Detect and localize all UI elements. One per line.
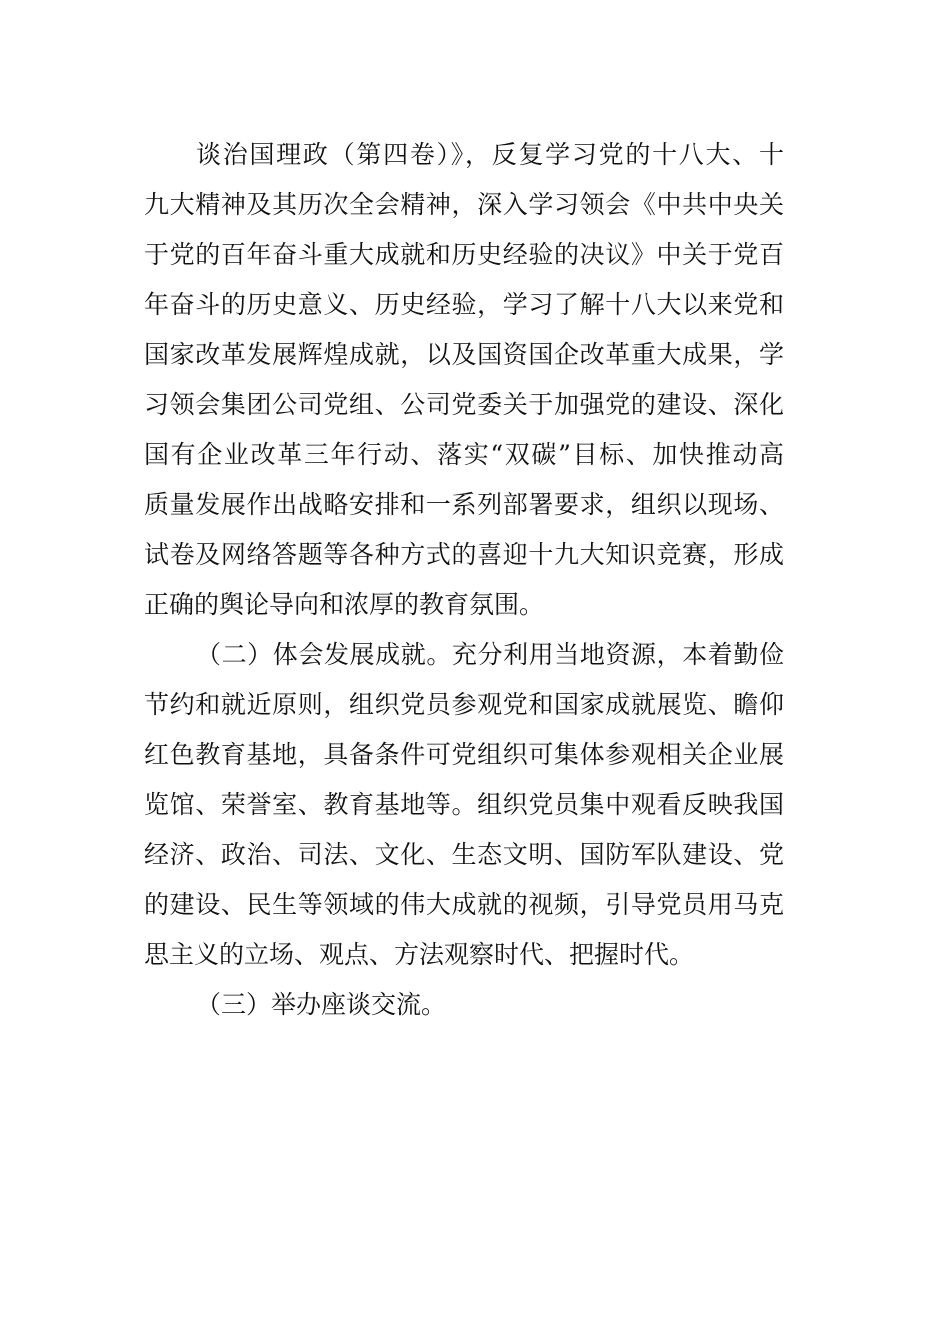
- paragraph-study-content: [144, 130, 784, 630]
- paragraph-line: 红色教育基地，具备条件可党组织可集体参观相关企业展: [144, 740, 784, 769]
- paragraph-line: 经济、政治、司法、文化、生态文明、国防军队建设、党: [144, 840, 784, 869]
- paragraph-line: 年奋斗的历史意义、历史经验，学习了解十八大以来党和: [144, 290, 784, 319]
- paragraph-line: （三）举办座谈交流。: [196, 990, 447, 1019]
- paragraph-line: 质量发展作出战略安排和一系列部署要求，组织以现场、: [144, 490, 784, 519]
- paragraph-line: 国有企业改革三年行动、落实“双碳”目标、加快推动高: [144, 440, 784, 469]
- paragraph-line: 谈治国理政（第四卷）》，反复学习党的十八大、十: [196, 140, 784, 169]
- paragraph-line: 国家改革发展辉煌成就，以及国资国企改革重大成果，学: [144, 340, 784, 369]
- paragraph-line: 节约和就近原则，组织党员参观党和国家成就展览、瞻仰: [144, 690, 784, 719]
- paragraph-line: 思主义的立场、观点、方法观察时代、把握时代。: [144, 940, 695, 969]
- paragraph-line: （二）体会发展成就。充分利用当地资源，本着勤俭: [196, 640, 784, 669]
- paragraph-line: 于党的百年奋斗重大成就和历史经验的决议》中关于党百: [144, 240, 784, 269]
- paragraph-line: 的建设、民生等领域的伟大成就的视频，引导党员用马克: [144, 890, 784, 919]
- paragraph-line: 览馆、荣誉室、教育基地等。组织党员集中观看反映我国: [144, 790, 784, 819]
- paragraph-line: 正确的舆论导向和浓厚的教育氛围。: [144, 590, 545, 619]
- paragraph-discussion-heading: [144, 980, 784, 1030]
- paragraph-development-achievements: [144, 630, 784, 980]
- paragraph-line: 九大精神及其历次全会精神，深入学习领会《中共中央关: [144, 190, 784, 219]
- document-body: [144, 130, 784, 1030]
- paragraph-line: 试卷及网络答题等各种方式的喜迎十九大知识竞赛，形成: [144, 540, 784, 569]
- paragraph-line: 习领会集团公司党组、公司党委关于加强党的建设、深化: [144, 390, 784, 419]
